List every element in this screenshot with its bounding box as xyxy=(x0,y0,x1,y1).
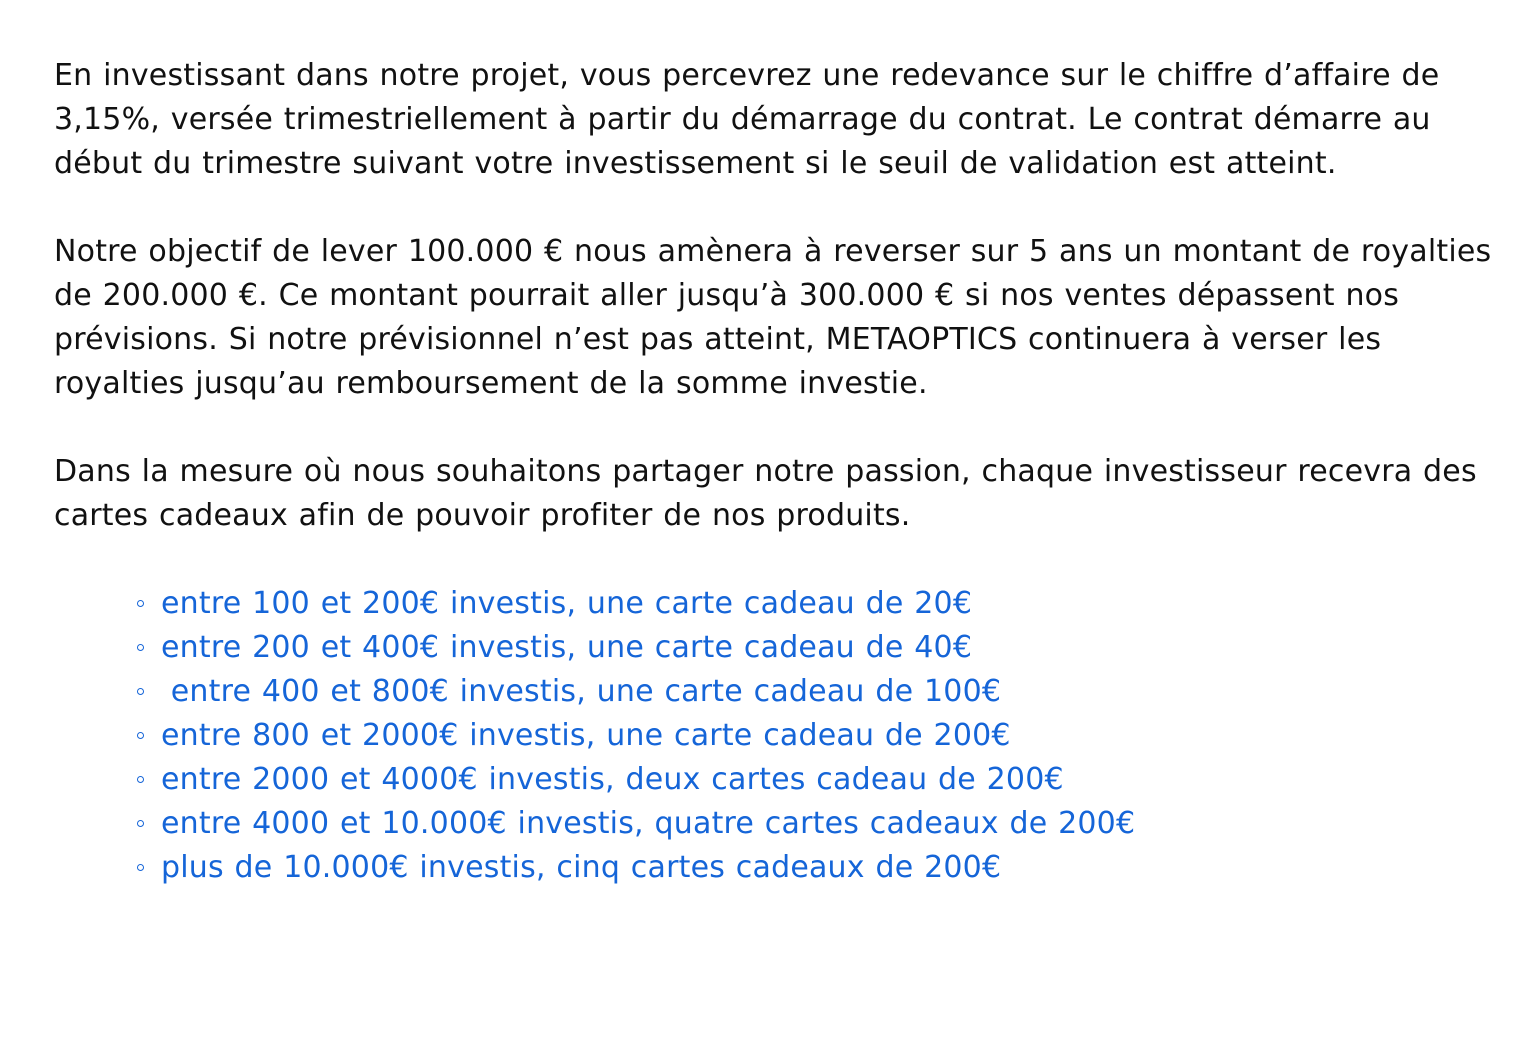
article-body xyxy=(54,54,1494,890)
reward-tier-text: entre 4000 et 10.000€ investis, quatre cartes cadeaux de 200€ xyxy=(161,806,1136,841)
paragraph-spacer xyxy=(54,406,1494,450)
list-item xyxy=(134,626,1494,670)
list-item xyxy=(134,846,1494,890)
bullet-circle-icon xyxy=(137,688,144,695)
bullet-circle-icon xyxy=(137,600,144,607)
list-item xyxy=(134,670,1494,714)
bullet-circle-icon xyxy=(137,864,144,871)
paragraph-spacer xyxy=(54,538,1494,582)
reward-tier-text: plus de 10.000€ investis, cinq cartes cadeaux de 200€ xyxy=(161,850,1002,885)
reward-tier-text: entre 2000 et 4000€ investis, deux cartes cadeau de 200€ xyxy=(161,762,1064,797)
paragraph-funding-goal: Notre objectif de lever 100.000 € nous amènera à reverser sur 5 ans un montant de royalties de 200.000 €. Ce montant pourrait aller jusqu’à 300.000 € si nos ventes dépassent nos prévisions. Si notre prévisionnel n’est pas atteint, METAOPTICS continuera à verser les royalties jusqu’au remboursement de la somme investie. xyxy=(54,234,1492,401)
bullet-circle-icon xyxy=(137,820,144,827)
paragraph-gift-cards-intro: Dans la mesure où nous souhaitons partager notre passion, chaque investisseur recevra des cartes cadeaux afin de pouvoir profiter de nos produits. xyxy=(54,454,1477,533)
list-item xyxy=(134,714,1494,758)
bullet-circle-icon xyxy=(137,644,144,651)
paragraph-spacer xyxy=(54,186,1494,230)
list-item xyxy=(134,802,1494,846)
list-item xyxy=(134,582,1494,626)
bullet-circle-icon xyxy=(137,732,144,739)
gift-card-tiers-list xyxy=(54,582,1494,890)
reward-tier-text: entre 800 et 2000€ investis, une carte cadeau de 200€ xyxy=(161,718,1011,753)
bullet-circle-icon xyxy=(137,776,144,783)
list-item xyxy=(134,758,1494,802)
reward-tier-text: entre 100 et 200€ investis, une carte cadeau de 20€ xyxy=(161,586,973,621)
reward-tier-text: entre 200 et 400€ investis, une carte cadeau de 40€ xyxy=(161,630,973,665)
reward-tier-text: entre 400 et 800€ investis, une carte cadeau de 100€ xyxy=(161,674,1002,709)
paragraph-royalty-terms: En investissant dans notre projet, vous percevrez une redevance sur le chiffre d’affaire de 3,15%, versée trimestriellement à partir du démarrage du contrat. Le contrat démarre au début du trimestre suivant votre investissement si le seuil de validation est atteint. xyxy=(54,58,1440,181)
